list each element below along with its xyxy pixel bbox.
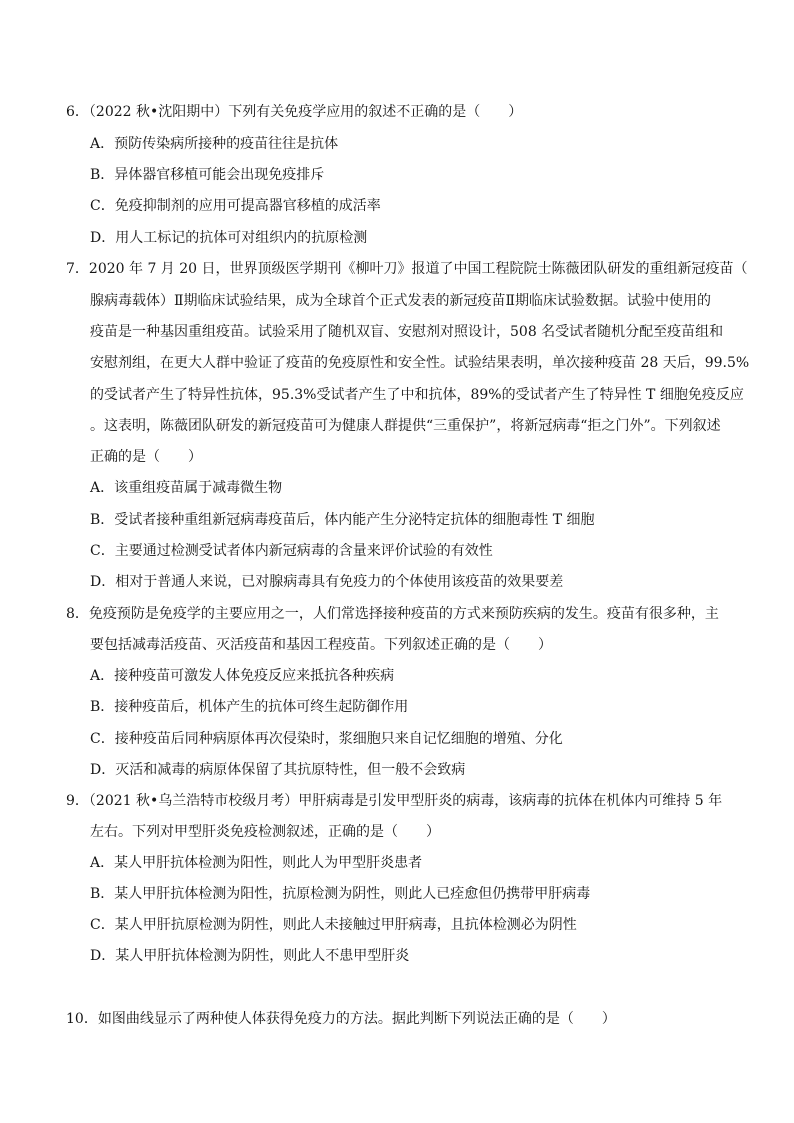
- question-number: 6．: [66, 104, 89, 120]
- question-text-continued: 正确的是（ ）: [90, 449, 202, 465]
- question-number: 9．: [66, 793, 89, 809]
- question-text-continued: 左右。下列对甲型肝炎免疫检测叙述，正确的是（ ）: [90, 824, 440, 840]
- question-text: 2020 年 7 月 20 日，世界顶级医学期刊《柳叶刀》报道了中国工程院院士陈薇团队研发的重组新冠疫苗（: [88, 261, 748, 277]
- option-b: B．某人甲肝抗体检测为阳性，抗原检测为阴性，则此人已痊愈但仍携带甲肝病毒: [90, 886, 591, 902]
- question-text: 如图曲线显示了两种使人体获得免疫力的方法。据此判断下列说法正确的是（ ）: [97, 1011, 616, 1027]
- question-text-continued: 。这表明，陈薇团队研发的新冠疫苗可为健康人群提供“三重保护”，将新冠病毒“拒之门外”。下列叙述: [90, 418, 721, 434]
- option-b: B．受试者接种重组新冠病毒疫苗后，体内能产生分泌特定抗体的细胞毒性 T 细胞: [90, 512, 595, 528]
- question-text: （2021 秋•乌兰浩特市校级月考）甲肝病毒是引发甲型肝炎的病毒，该病毒的抗体在机体内可维持 5 年: [88, 793, 723, 809]
- option-b: B．异体器官移植可能会出现免疫排斥: [90, 167, 325, 183]
- option-d: D．某人甲肝抗体检测为阴性，则此人不患甲型肝炎: [90, 948, 410, 964]
- option-d: D．用人工标记的抗体可对组织内的抗原检测: [90, 230, 368, 246]
- option-d: D．相对于普通人来说，已对腺病毒具有免疫力的个体使用该疫苗的效果要差: [90, 574, 564, 590]
- option-a: A．某人甲肝抗体检测为阳性，则此人为甲型肝炎患者: [90, 855, 423, 871]
- question-number: 8．: [66, 606, 89, 622]
- question-text-continued: 疫苗是一种基因重组疫苗。试验采用了随机双盲、安慰剂对照设计，508 名受试者随机分配至疫苗组和: [90, 324, 724, 340]
- question-text: 免疫预防是免疫学的主要应用之一，人们常选择接种疫苗的方式来预防疾病的发生。疫苗有很多种，主: [88, 606, 719, 622]
- question-text: （2022 秋•沈阳期中）下列有关免疫学应用的叙述不正确的是（ ）: [88, 104, 523, 120]
- option-a: A．接种疫苗可激发人体免疫反应来抵抗各种疾病: [90, 668, 395, 684]
- question-6-stem: [66, 102, 522, 122]
- option-d: D．灭活和减毒的病原体保留了其抗原特性，但一般不会致病: [90, 762, 466, 778]
- question-text-continued: 要包括减毒活疫苗、灭活疫苗和基因工程疫苗。下列叙述正确的是（ ）: [90, 637, 552, 653]
- option-a: A．预防传染病所接种的疫苗往往是抗体: [90, 136, 339, 152]
- option-c: C．主要通过检测受试者体内新冠病毒的含量来评价试验的有效性: [90, 543, 493, 559]
- question-10-stem: [66, 1009, 616, 1029]
- question-8-stem: [66, 604, 719, 624]
- question-text-continued: 安慰剂组，在更大人群中验证了疫苗的免疫原性和安全性。试验结果表明，单次接种疫苗 28 天后，99.5%: [90, 355, 750, 371]
- question-text-continued: 腺病毒载体）Ⅱ期临床试验结果，成为全球首个正式发表的新冠疫苗Ⅱ期临床试验数据。试验中使用的: [90, 293, 712, 309]
- question-number: 7．: [66, 261, 89, 277]
- question-9-stem: [66, 791, 722, 811]
- option-a: A．该重组疫苗属于减毒微生物: [90, 480, 283, 496]
- option-b: B．接种疫苗后，机体产生的抗体可终生起防御作用: [90, 699, 409, 715]
- question-number: 10．: [66, 1011, 98, 1027]
- question-text-continued: 的受试者产生了特异性抗体，95.3%受试者产生了中和抗体，89%的受试者产生了特异性 T 细胞免疫反应: [90, 387, 744, 403]
- option-c: C．免疫抑制剂的应用可提高器官移植的成活率: [90, 198, 381, 214]
- option-c: C．某人甲肝抗原检测为阴性，则此人未接触过甲肝病毒，且抗体检测必为阴性: [90, 917, 577, 933]
- option-c: C．接种疫苗后同种病原体再次侵染时，浆细胞只来自记忆细胞的增殖、分化: [90, 731, 563, 747]
- question-7-stem: [66, 259, 748, 279]
